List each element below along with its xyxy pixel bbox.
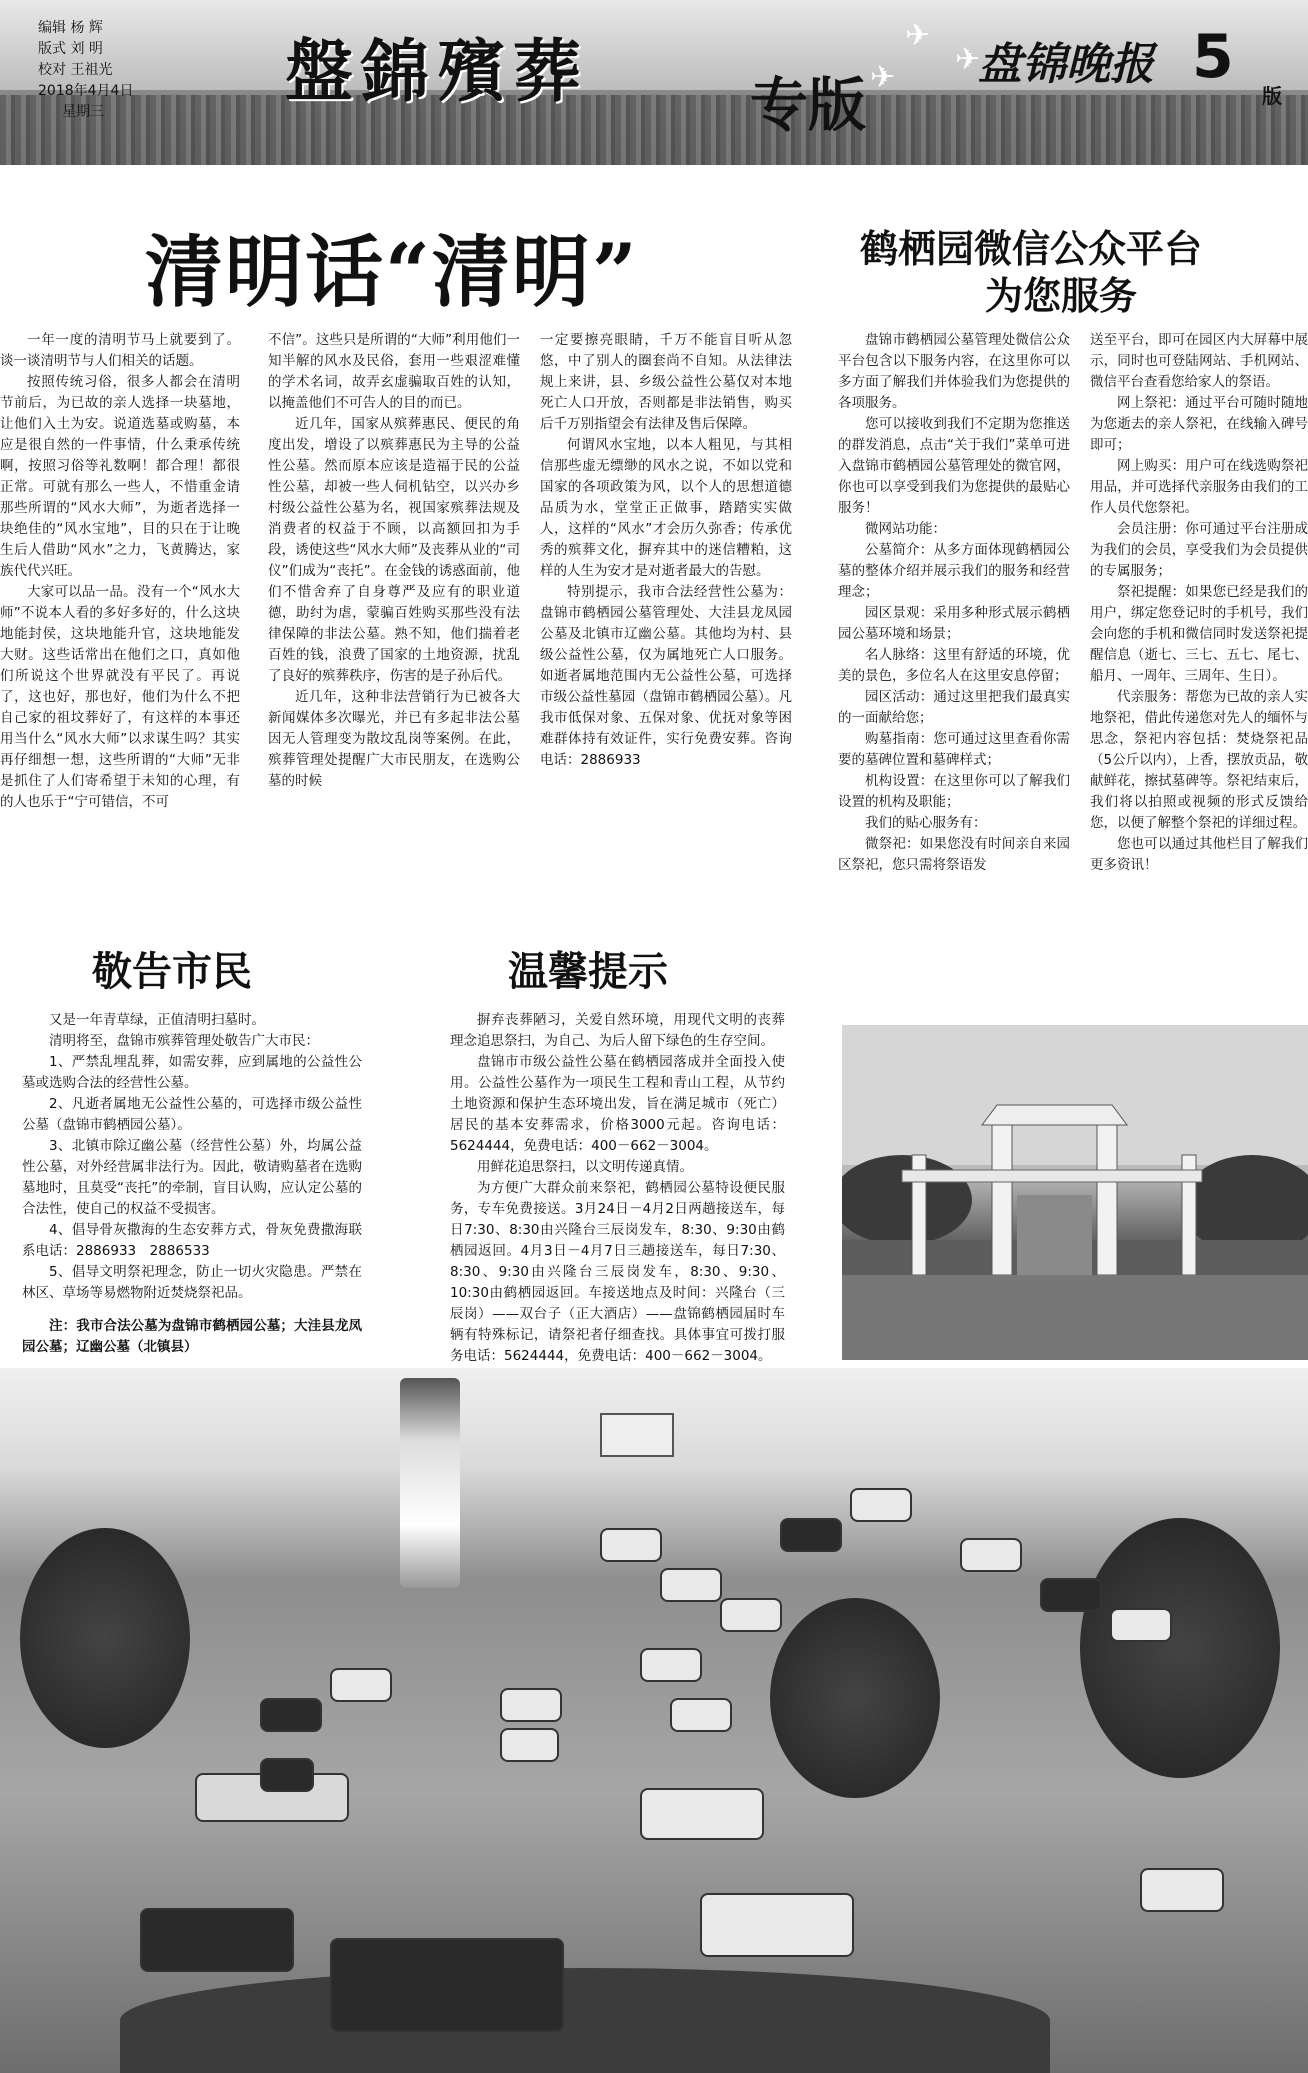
- parked-car: [1040, 1578, 1102, 1612]
- masthead-credits: [38, 18, 198, 123]
- article-paragraph: 不信”。这些只是所谓的“大师”利用他们一知半解的风水及民俗，套用一些艰涩难懂的学术名词，故弄玄虚骗取百姓的认知，以掩盖他们不可告人的目的而已。: [268, 332, 520, 411]
- wechat-paragraph: 您可以接收到我们不定期为您推送的群发消息，点击“关于我们”菜单可进入盘锦市鹤栖园公墓管理处的微官网，你也可以享受到我们为您提供的最贴心服务！: [838, 416, 1070, 516]
- parked-car: [500, 1728, 559, 1762]
- tree: [20, 1528, 190, 1748]
- article-column-1: [0, 330, 240, 880]
- tips-paragraph: 用鲜花追思祭扫，以文明传递真情。: [477, 1159, 693, 1175]
- wechat-paragraph: 您也可以通过其他栏目了解我们更多资讯！: [1090, 836, 1308, 873]
- special-edition-label: 专版: [750, 71, 867, 139]
- notice-item: 1、严禁乱埋乱葬，如需安葬，应到属地的公益性公墓或选购合法的经营性公墓。: [22, 1054, 362, 1091]
- tips-body: [450, 1010, 785, 1375]
- article-paragraph: 何谓风水宝地，以本人粗见，与其相信那些虚无缥缈的风水之说，不如以党和国家的各项政策为风，以个人的思想道德品质为水，堂堂正正做事，踏踏实实做人，这样的“风水”才会历久弥香；传承优秀的殡葬文化，摒弃其中的迷信糟粕，这样的人生为安才是对逝者最大的告慰。: [540, 437, 792, 579]
- notice-headline: 敬告市民: [92, 948, 252, 995]
- page-number: 5: [1192, 22, 1234, 92]
- parked-suv: [330, 1938, 564, 2032]
- article-paragraph: 近几年，这种非法营销行为已被各大新闻媒体多次曝光，并已有多起非法公墓因无人管理变为散坟乱岗等案例。在此，殡葬管理处提醒广大市民朋友，在选购公墓的时候: [268, 689, 520, 789]
- cemetery-gate-photo: [842, 1025, 1308, 1360]
- issue-weekday: 星期三: [62, 104, 104, 120]
- crane-icon: ✈: [955, 42, 981, 77]
- tips-paragraph: 盘锦市市级公益性公墓在鹤栖园落成并全面投入使用。公益性公墓作为一项民生工程和青山工程，从节约土地资源和保护生态环境出发，旨在满足城市（死亡）居民的基本安葬需求，价格3000元起。咨询电话：5624444，免费电话：400－662－3004。: [450, 1054, 785, 1154]
- wechat-paragraph: 网上祭祀：通过平台可随时随地为您逝去的亲人祭祀，在线输入碑号即可；: [1090, 395, 1308, 453]
- article-paragraph: 近几年，国家从殡葬惠民、便民的角度出发，增设了以殡葬惠民为主导的公益性公墓。然而原本应该是造福于民的公益性公墓，却被一些人伺机钻空，以兴办乡村级公益性公墓为名，视国家殡葬法规及消费者的权益于不顾，以高额回扣为手段，诱使这些“风水大师”及丧葬从业的“司仪”们成为“丧托”。在金钱的诱惑面前，他们不惜舍弃了自身尊严及应有的职业道德，助纣为虐，蒙骗百姓购买那些没有法律保障的非法公墓。熟不知，他们揣着老百姓的钱，浪费了国家的土地资源，扰乱了良好的殡葬秩序，伤害的是子孙后代。: [268, 416, 520, 684]
- crane-icon: ✈: [905, 18, 931, 53]
- notice-item: 4、倡导骨灰撒海的生态安葬方式，骨灰免费撒海联系电话：2886933 2886533: [22, 1222, 362, 1259]
- article-paragraph: 一年一度的清明节马上就要到了。谈一谈清明节与人们相关的话题。: [0, 332, 240, 369]
- parked-car: [1110, 1608, 1172, 1642]
- wechat-headline-line1: 鹤栖园微信公众平台: [860, 226, 1203, 271]
- parked-car: [660, 1568, 722, 1602]
- parked-car: [260, 1698, 322, 1732]
- parked-car: [640, 1648, 702, 1682]
- crane-icon: ✈: [870, 60, 896, 95]
- wechat-paragraph: 我们的贴心服务有：: [865, 815, 987, 831]
- parked-car: [600, 1528, 662, 1562]
- pagoda-tower: [400, 1378, 460, 1588]
- tree: [770, 1598, 940, 1798]
- page-suffix: 版: [1262, 84, 1282, 108]
- parked-car: [1140, 1868, 1224, 1912]
- wechat-column-2: [1090, 330, 1308, 990]
- gate-building: [600, 1413, 674, 1457]
- notice-body: [22, 1010, 362, 1380]
- wechat-paragraph: 微祭祀：如果您没有时间亲自来园区祭祀，您只需将祭语发: [838, 836, 1070, 873]
- notice-intro: 清明将至，盘锦市殡葬管理处敬告广大市民：: [49, 1033, 319, 1049]
- wechat-paragraph: 公墓简介：从多方面体现鹤栖园公墓的整体介绍并展示我们的服务和经营理念；: [838, 542, 1070, 600]
- parked-car: [140, 1908, 294, 1972]
- wechat-headline-line2: 为您服务: [985, 273, 1138, 318]
- wechat-paragraph: 代亲服务：帮您为已故的亲人实地祭祀，借此传递您对先人的缅怀与思念，祭祀内容包括：焚烧祭祀品（5公斤以内），上香，摆放贡品，敬献鲜花，擦拭墓碑等。祭祀结束后，我们将以拍照或视频的形式反馈给您，以便了解整个祭祀的详细过程。: [1090, 689, 1308, 831]
- parked-car: [330, 1668, 392, 1702]
- article-column-2: [268, 330, 520, 880]
- parked-car: [780, 1518, 842, 1552]
- parked-car: [700, 1893, 854, 1957]
- notice-lead: 又是一年青草绿，正值清明扫墓时。: [49, 1012, 265, 1028]
- tree: [1080, 1518, 1280, 1778]
- wechat-paragraph: 名人脉络：这里有舒适的环境，优美的景色，多位名人在这里安息停留；: [838, 647, 1070, 684]
- section-title-calligraphy: 盤錦殯葬: [285, 32, 590, 112]
- newspaper-logo: 盘锦晚报: [978, 39, 1154, 90]
- issue-date: 2018年4月4日: [38, 83, 134, 99]
- notice-item: 2、凡逝者属地无公益性公墓的，可选择市级公益性公墓（盘锦市鹤栖园公墓）。: [22, 1096, 362, 1133]
- wechat-paragraph: 园区活动：通过这里把我们最真实的一面献给您；: [838, 689, 1070, 726]
- editor-credit: 编辑 杨 辉: [38, 20, 103, 36]
- layout-credit: 版式 刘 明: [38, 41, 103, 57]
- article-paragraph: 按照传统习俗，很多人都会在清明节前后，为已故的亲人选择一块墓地，让他们入土为安。说道选墓或购墓，本应是很自然的一件事情，什么秉承传统啊，按照习俗等礼数啊！都合理！都很正常。可就有那么一些人，不惜重金请那些所谓的“风水大师”，为逝者选择一块绝佳的“风水宝地”，目的只在于让晚生后人借助“风水”之力，飞黄腾达，家族代代兴旺。: [0, 374, 240, 579]
- parked-car: [960, 1538, 1022, 1572]
- wechat-paragraph: 机构设置：在这里你可以了解我们设置的机构及职能；: [838, 773, 1070, 810]
- parked-car: [260, 1758, 314, 1792]
- wechat-paragraph: 网上购买：用户可在线选购祭祀用品，并可选择代亲服务由我们的工作人员代您祭祀。: [1090, 458, 1308, 516]
- wechat-paragraph: 祭祀提醒：如果您已经是我们的用户，绑定您登记时的手机号，我们会向您的手机和微信同时发送祭祀提醒信息（逝七、三七、五七、尾七、船月、一周年、三周年、生日）。: [1090, 584, 1308, 684]
- proof-credit: 校对 王祖光: [38, 62, 113, 78]
- cemetery-parking-photo: [0, 1368, 1308, 2073]
- tips-headline: 温馨提示: [508, 948, 668, 995]
- cemetery-gate-illustration: [842, 1025, 1308, 1360]
- notice-item: 3、北镇市除辽幽公墓（经营性公墓）外，均属公益性公墓，对外经营属非法行为。因此，敬请购墓者在选购墓地时，且莫受“丧托”的牵制，盲目认购，应认定公墓的合法性，使自己的权益不受损害。: [22, 1138, 362, 1217]
- parked-car: [720, 1598, 782, 1632]
- wechat-paragraph: 微网站功能：: [865, 521, 946, 537]
- wechat-paragraph: 园区景观：采用多种形式展示鹤栖园公墓环境和场景；: [838, 605, 1070, 642]
- wechat-column-1: [838, 330, 1070, 990]
- tips-paragraph: 摒弃丧葬陋习，关爱自然环境，用现代文明的丧葬理念追思祭扫，为自己、为后人留下绿色的生存空间。: [450, 1012, 785, 1049]
- parked-car: [850, 1488, 912, 1522]
- parked-car: [500, 1688, 562, 1722]
- hedge-row: [120, 1968, 1050, 2073]
- notice-note: 注：我市合法公墓为盘锦市鹤栖园公墓；大洼县龙凤园公墓；辽幽公墓（北镇县）: [22, 1318, 362, 1355]
- wechat-paragraph: 会员注册：你可通过平台注册成为我们的会员，享受我们为会员提供的专属服务；: [1090, 521, 1308, 579]
- parked-car: [640, 1788, 764, 1840]
- tips-paragraph: 为方便广大群众前来祭祀，鹤栖园公墓特设便民服务，专车免费接送。3月24日－4月2日两趟接送车，每日7:30、8:30由兴隆台三辰岗发车，8:30、9:30由鹤栖园返回。4月3日－4月7日三趟接送车，每日7:30、8:30、9:30由兴隆台三辰岗发车，8:30、9:30、10:30由鹤栖园返回。车接送地点及时间：兴隆台（三辰岗）——双台子（正大酒店）——盘锦鹤栖园届时车辆有特殊标记，请祭祀者仔细查找。具体事宜可拨打服务电话：5624444，免费电话：400－662－3004。: [450, 1180, 785, 1364]
- wechat-paragraph: 送至平台，即可在园区内大屏幕中展示，同时也可登陆网站、手机网站、微信平台查看您给家人的祭语。: [1090, 332, 1308, 390]
- article-paragraph: 大家可以品一品。没有一个“风水大师”不说本人看的多好多好的，什么这块地能封侯，这块地能升官，这块地能发大财。这些话常出在他们之口，真如他们所说这个世界就没有平民了。再说了，这也好，那也好，他们为什么不把自己家的祖坟葬好了，有这样的本事还用当什么“风水大师”以求谋生吗？其实再仔细想一想，这些所谓的“大师”无非是抓住了人们寄希望于未知的心理，有的人也乐于“宁可错信，不可: [0, 584, 240, 810]
- main-headline: 清明话“清明”: [145, 227, 639, 318]
- parked-car: [670, 1698, 732, 1732]
- article-paragraph: 特别提示，我市合法经营性公墓为：盘锦市鹤栖园公墓管理处、大洼县龙凤园公墓及北镇市辽幽公墓。其他均为村、县级公益性公墓，仅为属地死亡人口服务。如逝者属地范围内无公益性公墓，可选择市级公益性墓园（盘锦市鹤栖园公墓）。凡我市低保对象、五保对象、优抚对象等困难群体持有效证件，实行免费安葬。咨询电话：2886933: [540, 584, 792, 768]
- wechat-paragraph: 购墓指南：您可通过这里查看你需要的墓碑位置和墓碑样式；: [838, 731, 1070, 768]
- article-column-3: [540, 330, 792, 880]
- article-paragraph: 一定要擦亮眼睛，千万不能盲目听从忽悠，中了别人的圈套尚不自知。从法律法规上来讲，县、乡级公益性公墓仅对本地死亡人口开放，否则都是非法销售，购买后千万别指望会有法律及售后保障。: [540, 332, 792, 432]
- notice-item: 5、倡导文明祭祀理念，防止一切火灾隐患。严禁在林区、草场等易燃物附近焚烧祭祀品。: [22, 1264, 362, 1301]
- wechat-paragraph: 盘锦市鹤栖园公墓管理处微信公众平台包含以下服务内容，在这里你可以多方面了解我们并体验我们为您提供的各项服务。: [838, 332, 1070, 411]
